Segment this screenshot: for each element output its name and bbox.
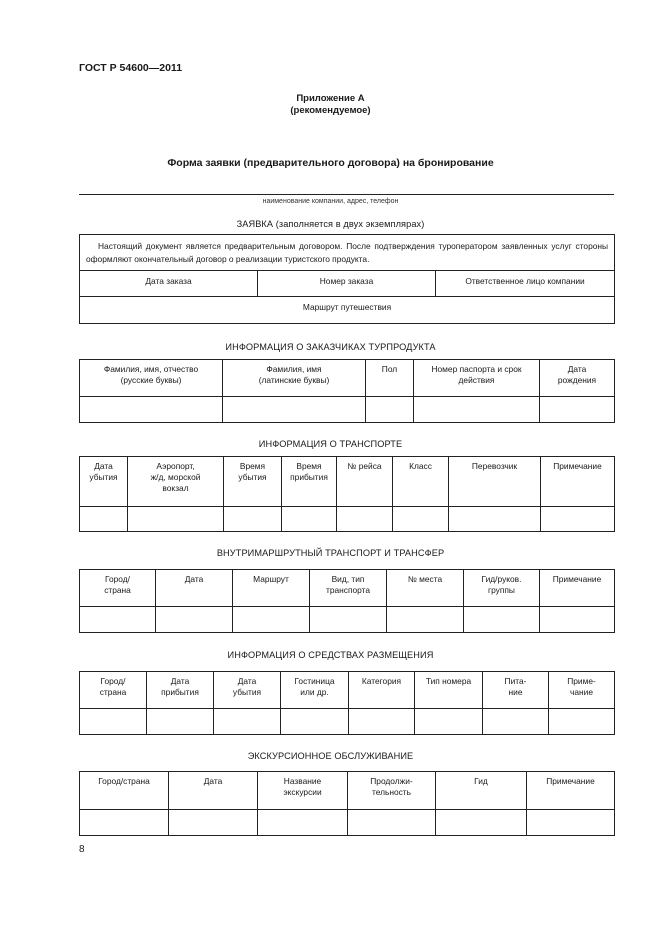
input-cell[interactable] [80,709,147,735]
order-number-field[interactable]: Номер заказа [258,271,436,297]
header-cell: Время прибытия [282,457,337,507]
transfer-section-title: ВНУТРИМАРШРУТНЫЙ ТРАНСПОРТ И ТРАНСФЕР [216,548,445,558]
header-cell: Гид [436,772,527,810]
header-cell: Дата убытия [80,457,128,507]
header-cell: Вид, тип транспорта [310,570,387,607]
input-cell[interactable] [169,810,258,836]
header-cell: Примечание [541,457,615,507]
header-cell: Номер паспорта и срок действия [414,360,540,397]
header-cell: Аэропорт, ж/д, морской вокзал [128,457,224,507]
input-cell[interactable] [80,607,156,633]
header-cell: Город/страна [80,772,169,810]
header-cell: Перевозчик [449,457,541,507]
header-cell: Тип номера [415,672,483,709]
excursion-section-title: ЭКСКУРСИОННОЕ ОБСЛУЖИВАНИЕ [247,751,414,761]
table-row [80,397,615,423]
header-cell: Название экскурсии [258,772,348,810]
transport-section-title: ИНФОРМАЦИЯ О ТРАНСПОРТЕ [258,439,403,449]
input-cell[interactable] [337,507,393,532]
header-cell: № рейса [337,457,393,507]
company-line [79,194,614,195]
header-cell: Фамилия, имя (латинские буквы) [223,360,366,397]
request-table [79,234,615,324]
header-cell: Продолжи- тельность [348,772,436,810]
company-caption: наименование компании, адрес, телефон [262,198,399,205]
page-number: 8 [79,844,85,855]
accommodation-table [79,671,615,735]
header-cell: Дата [169,772,258,810]
order-date-field[interactable]: Дата заказа [80,271,258,297]
header-cell: Примечание [527,772,615,810]
table-row [80,709,615,735]
input-cell[interactable] [449,507,541,532]
customers-table [79,359,615,423]
input-cell[interactable] [147,709,214,735]
appendix-heading [0,93,661,117]
input-cell[interactable] [436,810,527,836]
header-cell: Дата убытия [214,672,281,709]
responsible-person-field[interactable]: Ответственное лицо компании [436,271,615,297]
input-cell[interactable] [540,607,615,633]
input-cell[interactable] [156,607,233,633]
header-cell: № места [387,570,464,607]
header-cell: Пита- ние [483,672,549,709]
appendix-subtitle: (рекомендуемое) [290,105,371,116]
input-cell[interactable] [540,397,615,423]
customers-section-title: ИНФОРМАЦИЯ О ЗАКАЗЧИКАХ ТУРПРОДУКТА [225,342,436,352]
input-cell[interactable] [541,507,615,532]
input-cell[interactable] [128,507,224,532]
input-cell[interactable] [214,709,281,735]
input-cell[interactable] [527,810,615,836]
input-cell[interactable] [393,507,449,532]
header-cell: Маршрут [233,570,310,607]
appendix-title: Приложение А [296,93,365,104]
transport-table [79,456,615,532]
input-cell[interactable] [223,397,366,423]
input-cell[interactable] [549,709,615,735]
input-cell[interactable] [281,709,349,735]
transfer-table [79,569,615,633]
header-cell: Гид/руков. группы [464,570,540,607]
header-cell: Город/ страна [80,570,156,607]
form-title: Форма заявки (предварительного договора) на бронирование [167,157,494,169]
header-cell: Дата прибытия [147,672,214,709]
header-cell: Дата [156,570,233,607]
table-row [80,607,615,633]
header-cell: Город/ страна [80,672,147,709]
header-cell: Категория [349,672,415,709]
table-header-row [80,772,615,810]
input-cell[interactable] [348,810,436,836]
header-cell: Гостиница или др. [281,672,349,709]
table-row [80,507,615,532]
input-cell[interactable] [366,397,414,423]
input-cell[interactable] [310,607,387,633]
input-cell[interactable] [258,810,348,836]
input-cell[interactable] [224,507,282,532]
request-title: ЗАЯВКА (заполняется в двух экземплярах) [236,219,425,229]
input-cell[interactable] [415,709,483,735]
header-cell: Дата рождения [540,360,615,397]
input-cell[interactable] [233,607,310,633]
route-field[interactable]: Маршрут путешествия [80,297,615,324]
table-row [80,810,615,836]
header-cell: Фамилия, имя, отчество (русские буквы) [80,360,223,397]
input-cell[interactable] [80,397,223,423]
input-cell[interactable] [387,607,464,633]
document-id: ГОСТ Р 54600—2011 [79,62,183,74]
header-cell: Время убытия [224,457,282,507]
excursion-table [79,771,615,836]
table-header-row [80,360,615,397]
input-cell[interactable] [282,507,337,532]
header-cell: Класс [393,457,449,507]
input-cell[interactable] [414,397,540,423]
input-cell[interactable] [80,507,128,532]
table-header-row [80,457,615,507]
header-cell: Примечание [540,570,615,607]
header-cell: Приме- чание [549,672,615,709]
request-intro-text: Настоящий документ является предварительным договором. После подтверждения туроператором заявленных услуг стороны оформляют окончательный договор о реализации туристского продукта. [80,235,615,271]
table-header-row [80,672,615,709]
header-cell: Пол [366,360,414,397]
input-cell[interactable] [464,607,540,633]
input-cell[interactable] [349,709,415,735]
accommodation-section-title: ИНФОРМАЦИЯ О СРЕДСТВАХ РАЗМЕЩЕНИЯ [227,650,434,660]
table-header-row [80,570,615,607]
input-cell[interactable] [483,709,549,735]
input-cell[interactable] [80,810,169,836]
